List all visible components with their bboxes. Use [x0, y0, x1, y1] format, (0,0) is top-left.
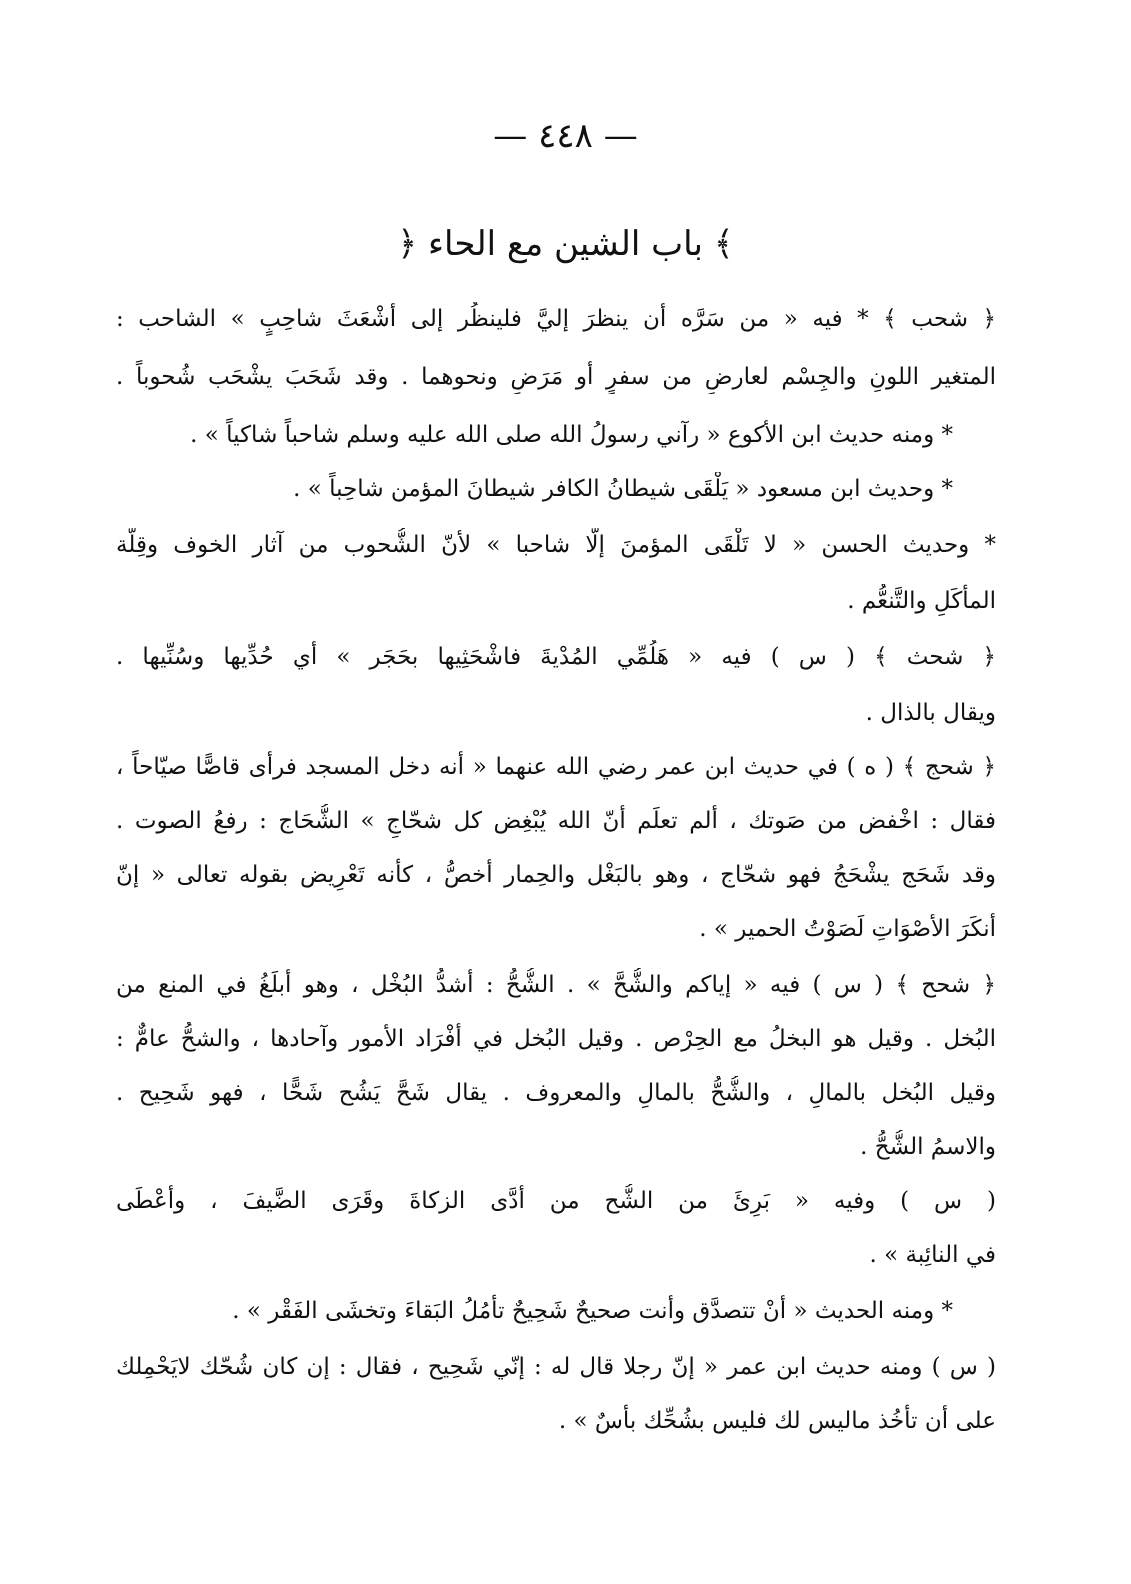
text-line: * ومنه الحديث « أنْ تتصدَّق وأنت صحيحٌ شَحِيحٌ تأمُلُ البَقاءَ وتخشَى الفَقْر » .	[232, 1298, 953, 1324]
text-line: على أن تأخُذ ماليس لك فليس بشُحِّك بأسٌ » .	[558, 1408, 996, 1434]
text-line: * وحديث الحسن « لا تَلْقَى المؤمنَ إلّا شاحبا » لأنّ الشُّحوب من آثار الخوف وقِلّة	[116, 532, 996, 558]
text-line: أنكَرَ الأصْوَاتِ لَصَوْتُ الحمير » .	[699, 916, 996, 942]
text-line: وقد شَحَج يشْحَجُ فهو شحّاج ، وهو بالبَغْل والحِمار أخصُّ ، كأنه تَعْرِيض بقوله تعالى « إنّ	[116, 862, 996, 888]
text-line: * وحديث ابن مسعود « يَلْقَى شيطانُ الكافر شيطانَ المؤمن شاحِباً » .	[293, 476, 953, 502]
text-line: ﴿ شحث ﴾ ( س ) فيه « هَلُمِّي المُدْيةَ فاشْحَثِيها بحَجَر » أي حُدِّيها وسُنِّيها .	[116, 644, 996, 670]
text-line: ( س ) وفيه « بَرِئَ من الشُّح من أدَّى الزكاةَ وقَرَى الضَّيفَ ، وأعْطَى	[116, 1188, 996, 1214]
page-number: — ٤٤٨ —	[493, 116, 638, 156]
chapter-title: ﴿ باب الشين مع الحاء ﴾	[397, 224, 734, 264]
text-line: فقال : اخْفض من صَوتك ، ألم تعلَم أنّ الله يُبْغِض كل شحّاجٍ » الشُّحَاج : رفعُ الصوت .	[116, 808, 996, 834]
text-line: المأكَلِ والتَّنعُّم .	[847, 588, 996, 614]
text-line: ويقال بالذال .	[865, 700, 996, 726]
text-line: وقيل البُخل بالمالِ ، والشُّحُّ بالمالِ والمعروف . يقال شَحَّ يَشُح شَحًّا ، فهو شَحِيح .	[116, 1080, 996, 1106]
text-line: ﴿ شحب ﴾ * فيه « من سَرَّه أن ينظرَ إليَّ فلينظُر إلى أشْعَثَ شاحِبٍ » الشاحب :	[116, 306, 996, 332]
text-line: في النائِبة » .	[869, 1242, 996, 1268]
text-line: المتغير اللونِ والجِسْم لعارضٍ من سفرٍ أو مَرَضٍ ونحوهما . وقد شَحَبَ يشْحَب شُحوباً .	[116, 364, 996, 390]
text-line: ﴿ شحج ﴾ ( ه ) في حديث ابن عمر رضي الله عنهما « أنه دخل المسجد فرأى قاصًّا صيّاحاً ،	[116, 754, 996, 780]
text-line: * ومنه حديث ابن الأكوع « رآني رسولُ الله صلى الله عليه وسلم شاحباً شاكياً » .	[190, 422, 953, 448]
text-line: البُخل . وقيل هو البخلُ مع الحِرْص . وقيل البُخل في أفْرَاد الأمور وآحادها ، والشحُّ عامٌّ :	[116, 1026, 996, 1052]
text-line: ﴿ شحح ﴾ ( س ) فيه « إياكم والشُّحَّ » . الشُّحُّ : أشدُّ البُخْل ، وهو أبلَغُ في المنع من	[116, 972, 996, 998]
text-line: ( س ) ومنه حديث ابن عمر « إنّ رجلا قال له : إنّي شَحِيح ، فقال : إن كان شُحّك لايَحْمِلك	[116, 1354, 996, 1380]
text-line: والاسمُ الشُّحُّ .	[860, 1134, 996, 1160]
